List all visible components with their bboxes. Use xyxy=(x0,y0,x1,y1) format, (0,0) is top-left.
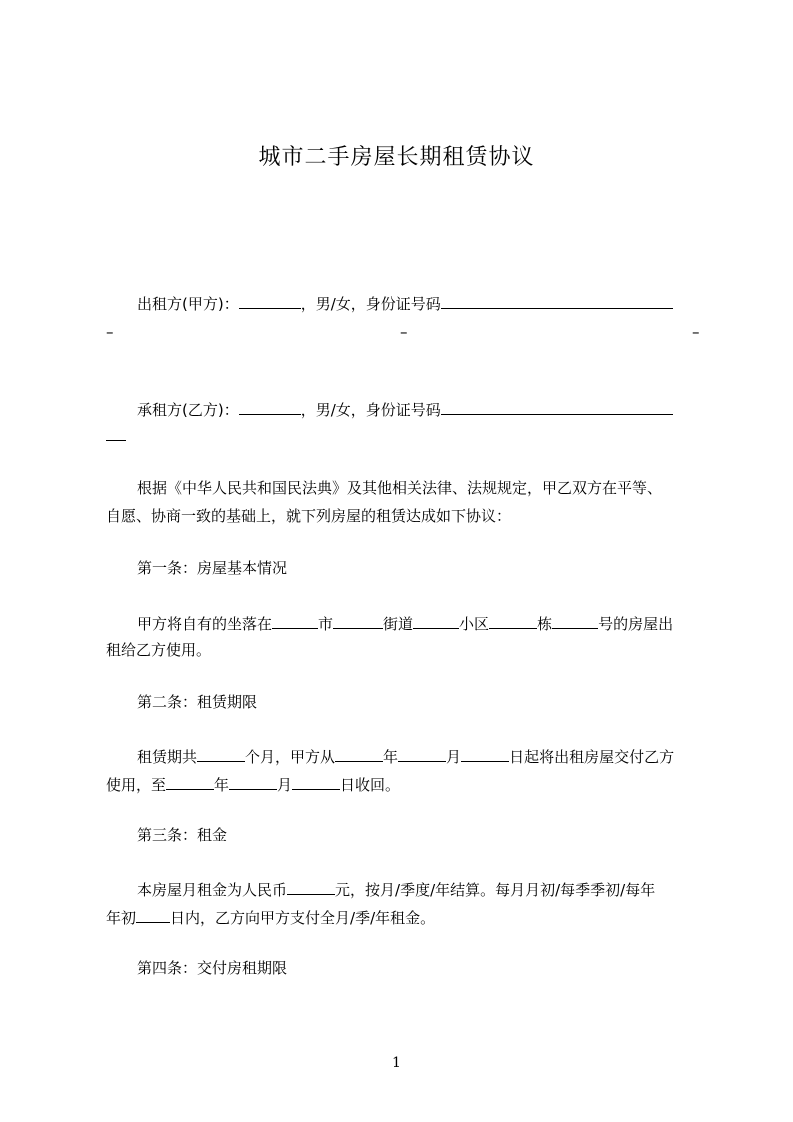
lease-months-blank xyxy=(197,745,245,762)
party-a-line xyxy=(137,292,673,314)
article-2-text-7: 年 xyxy=(214,776,230,794)
party-b-prefix: 承租方(乙方)： xyxy=(137,401,239,419)
article-3-text-4: 日内，乙方向甲方支付全月/季/年租金。 xyxy=(170,909,436,927)
party-a-dash-left: – xyxy=(106,323,114,341)
intro-line-2: 自愿、协商一致的基础上，就下列房屋的租赁达成如下协议： xyxy=(106,507,512,525)
article-1-text-6: 号的房屋出 xyxy=(598,615,674,633)
start-year-blank xyxy=(335,745,383,762)
street-blank xyxy=(353,612,383,629)
room-number-blank xyxy=(552,612,598,629)
article-1-text-4: 小区 xyxy=(459,615,490,633)
article-1-text-5: 栋 xyxy=(537,615,553,633)
article-1-heading: 第一条：房屋基本情况 xyxy=(137,559,288,577)
monthly-rent-blank xyxy=(287,878,335,895)
article-2-text-3: 年 xyxy=(383,748,399,766)
start-month-blank xyxy=(398,745,446,762)
building-blank xyxy=(489,612,537,629)
party-a-dash-right: – xyxy=(692,323,700,341)
article-1-text-1: 甲方将自有的坐落在 xyxy=(137,615,273,633)
article-1-line-2: 租给乙方使用。 xyxy=(106,641,212,659)
article-2-text-6: 使用，至 xyxy=(106,776,167,794)
party-b-line xyxy=(137,398,673,420)
end-month-blank xyxy=(229,773,277,790)
article-2-heading: 第二条：租赁期限 xyxy=(137,693,258,711)
party-a-dash-middle: – xyxy=(400,323,408,341)
article-3-text-3: 年初 xyxy=(106,909,137,927)
district-blank xyxy=(333,612,353,629)
article-1-line-1 xyxy=(137,612,673,634)
city-blank xyxy=(272,612,318,629)
article-2-text-5: 日起将出租房屋交付乙方 xyxy=(509,748,675,766)
article-3-text-1: 本房屋月租金为人民币 xyxy=(137,881,288,899)
article-3-line-2 xyxy=(106,906,435,928)
party-b-gender-label: ，男/女，身份证号码 xyxy=(300,401,441,419)
article-3-heading: 第三条：租金 xyxy=(137,826,228,844)
party-a-name-blank xyxy=(239,292,301,309)
party-a-prefix: 出租方(甲方)： xyxy=(137,295,239,313)
party-b-id-blank xyxy=(441,398,673,415)
party-a-id-blank xyxy=(441,292,673,309)
article-1-text-2: 市 xyxy=(318,615,334,633)
party-b-name-blank xyxy=(239,398,301,415)
start-day-blank xyxy=(461,745,509,762)
party-a-gender-label: ，男/女，身份证号码 xyxy=(300,295,441,313)
article-2-line-1 xyxy=(137,745,674,767)
article-2-text-2: 个月，甲方从 xyxy=(245,748,336,766)
page-number: 1 xyxy=(392,1055,401,1071)
article-2-line-2 xyxy=(106,773,400,795)
end-year-blank xyxy=(166,773,214,790)
intro-line-1: 根据《中华人民共和国民法典》及其他相关法律、法规规定，甲乙双方在平等、 xyxy=(137,479,663,497)
payment-days-blank xyxy=(136,906,170,923)
article-3-line-1 xyxy=(137,878,655,900)
party-b-id-continuation xyxy=(106,440,126,441)
article-2-text-8: 月 xyxy=(277,776,293,794)
document-title: 城市二手房屋长期租赁协议 xyxy=(258,145,535,170)
article-4-heading: 第四条：交付房租期限 xyxy=(137,959,288,977)
end-day-blank xyxy=(292,773,340,790)
article-3-text-2: 元，按月/季度/年结算。每月月初/每季季初/每年 xyxy=(335,881,656,899)
article-1-text-3: 街道 xyxy=(383,615,414,633)
community-blank xyxy=(413,612,459,629)
article-2-text-1: 租赁期共 xyxy=(137,748,198,766)
article-2-text-9: 日收回。 xyxy=(340,776,401,794)
article-2-text-4: 月 xyxy=(446,748,462,766)
